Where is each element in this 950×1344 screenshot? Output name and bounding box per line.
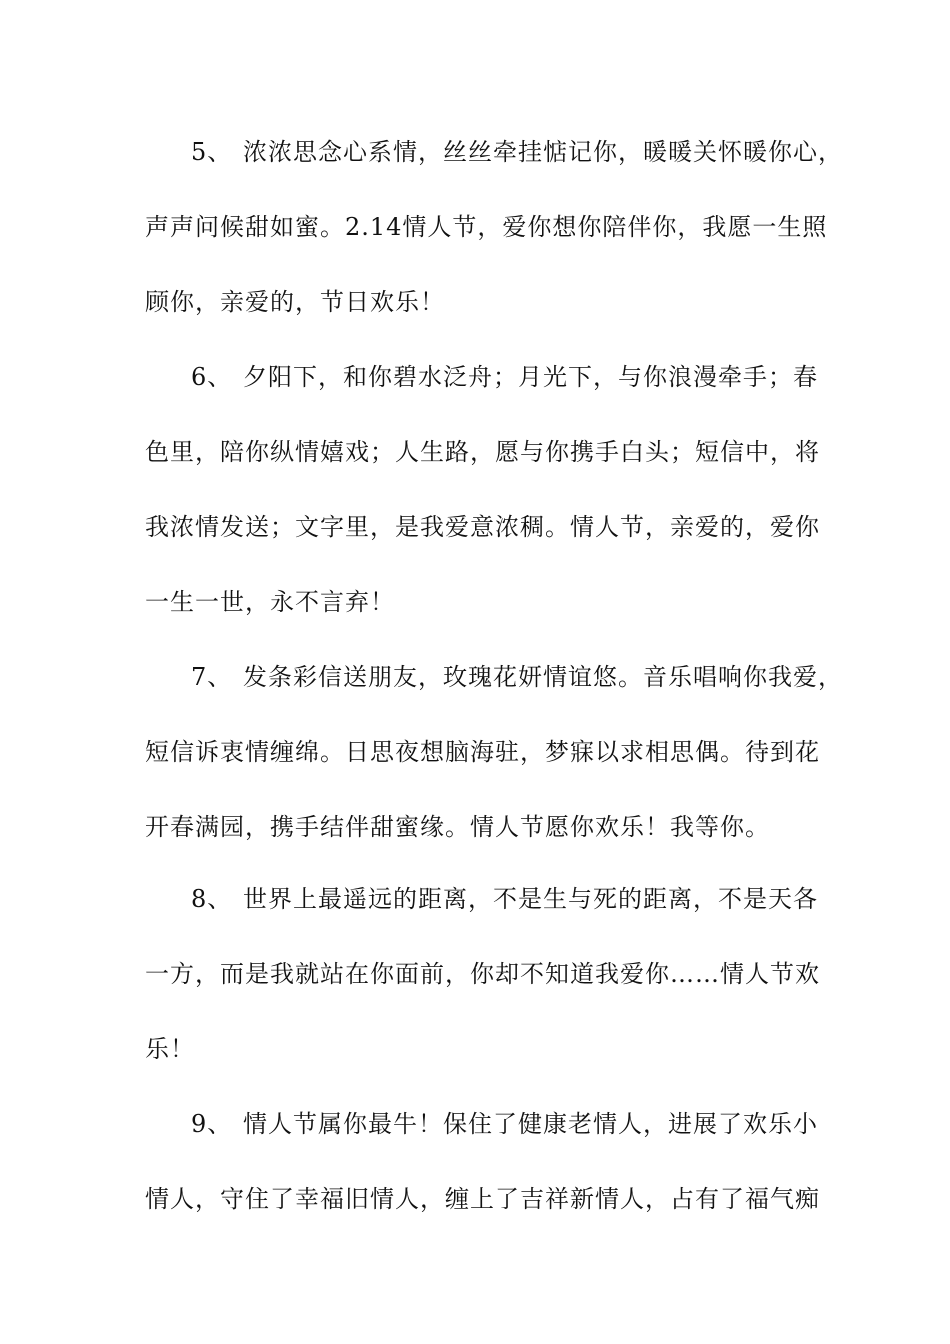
item-7-line-3: 开春满园，携手结伴甜蜜缘。情人节愿你欢乐！我等你。 [145, 813, 770, 841]
item-number: 8、 [191, 885, 233, 913]
item-9-line-1 [191, 1109, 818, 1139]
item-text: 发条彩信送朋友，玫瑰花妍情谊悠。音乐唱响你我爱， [243, 663, 843, 691]
item-5-line-3: 顾你，亲爱的，节日欢乐！ [145, 288, 445, 316]
item-7-line-1 [191, 662, 843, 692]
item-8-line-1 [191, 884, 818, 914]
item-5-line-1 [191, 137, 843, 167]
item-8-line-3: 乐！ [145, 1035, 195, 1063]
item-9-line-2: 情人，守住了幸福旧情人，缠上了吉祥新情人，占有了福气痴 [145, 1185, 820, 1213]
item-7-line-2: 短信诉衷情缠绵。日思夜想脑海驻，梦寐以求相思偶。待到花 [145, 738, 820, 766]
item-6-line-2: 色里，陪你纵情嬉戏；人生路，愿与你携手白头；短信中，将 [145, 438, 820, 466]
item-6-line-1 [191, 362, 818, 392]
item-6-line-3: 我浓情发送；文字里，是我爱意浓稠。情人节，亲爱的，爱你 [145, 513, 820, 541]
item-number: 5、 [191, 138, 233, 166]
item-text: 情人节属你最牛！保住了健康老情人，进展了欢乐小 [243, 1110, 818, 1138]
item-6-line-4: 一生一世，永不言弃！ [145, 588, 395, 616]
item-number: 7、 [191, 663, 233, 691]
item-5-line-2: 声声问候甜如蜜。2.14情人节，爱你想你陪伴你，我愿一生照 [145, 213, 828, 241]
item-8-line-2: 一方，而是我就站在你面前，你却不知道我爱你……情人节欢 [145, 960, 820, 988]
item-text: 浓浓思念心系情，丝丝牵挂惦记你，暖暖关怀暖你心， [243, 138, 843, 166]
item-text: 夕阳下，和你碧水泛舟；月光下，与你浪漫牵手；春 [243, 363, 818, 391]
item-number: 6、 [191, 363, 233, 391]
item-number: 9、 [191, 1110, 233, 1138]
item-text: 世界上最遥远的距离，不是生与死的距离，不是天各 [243, 885, 818, 913]
